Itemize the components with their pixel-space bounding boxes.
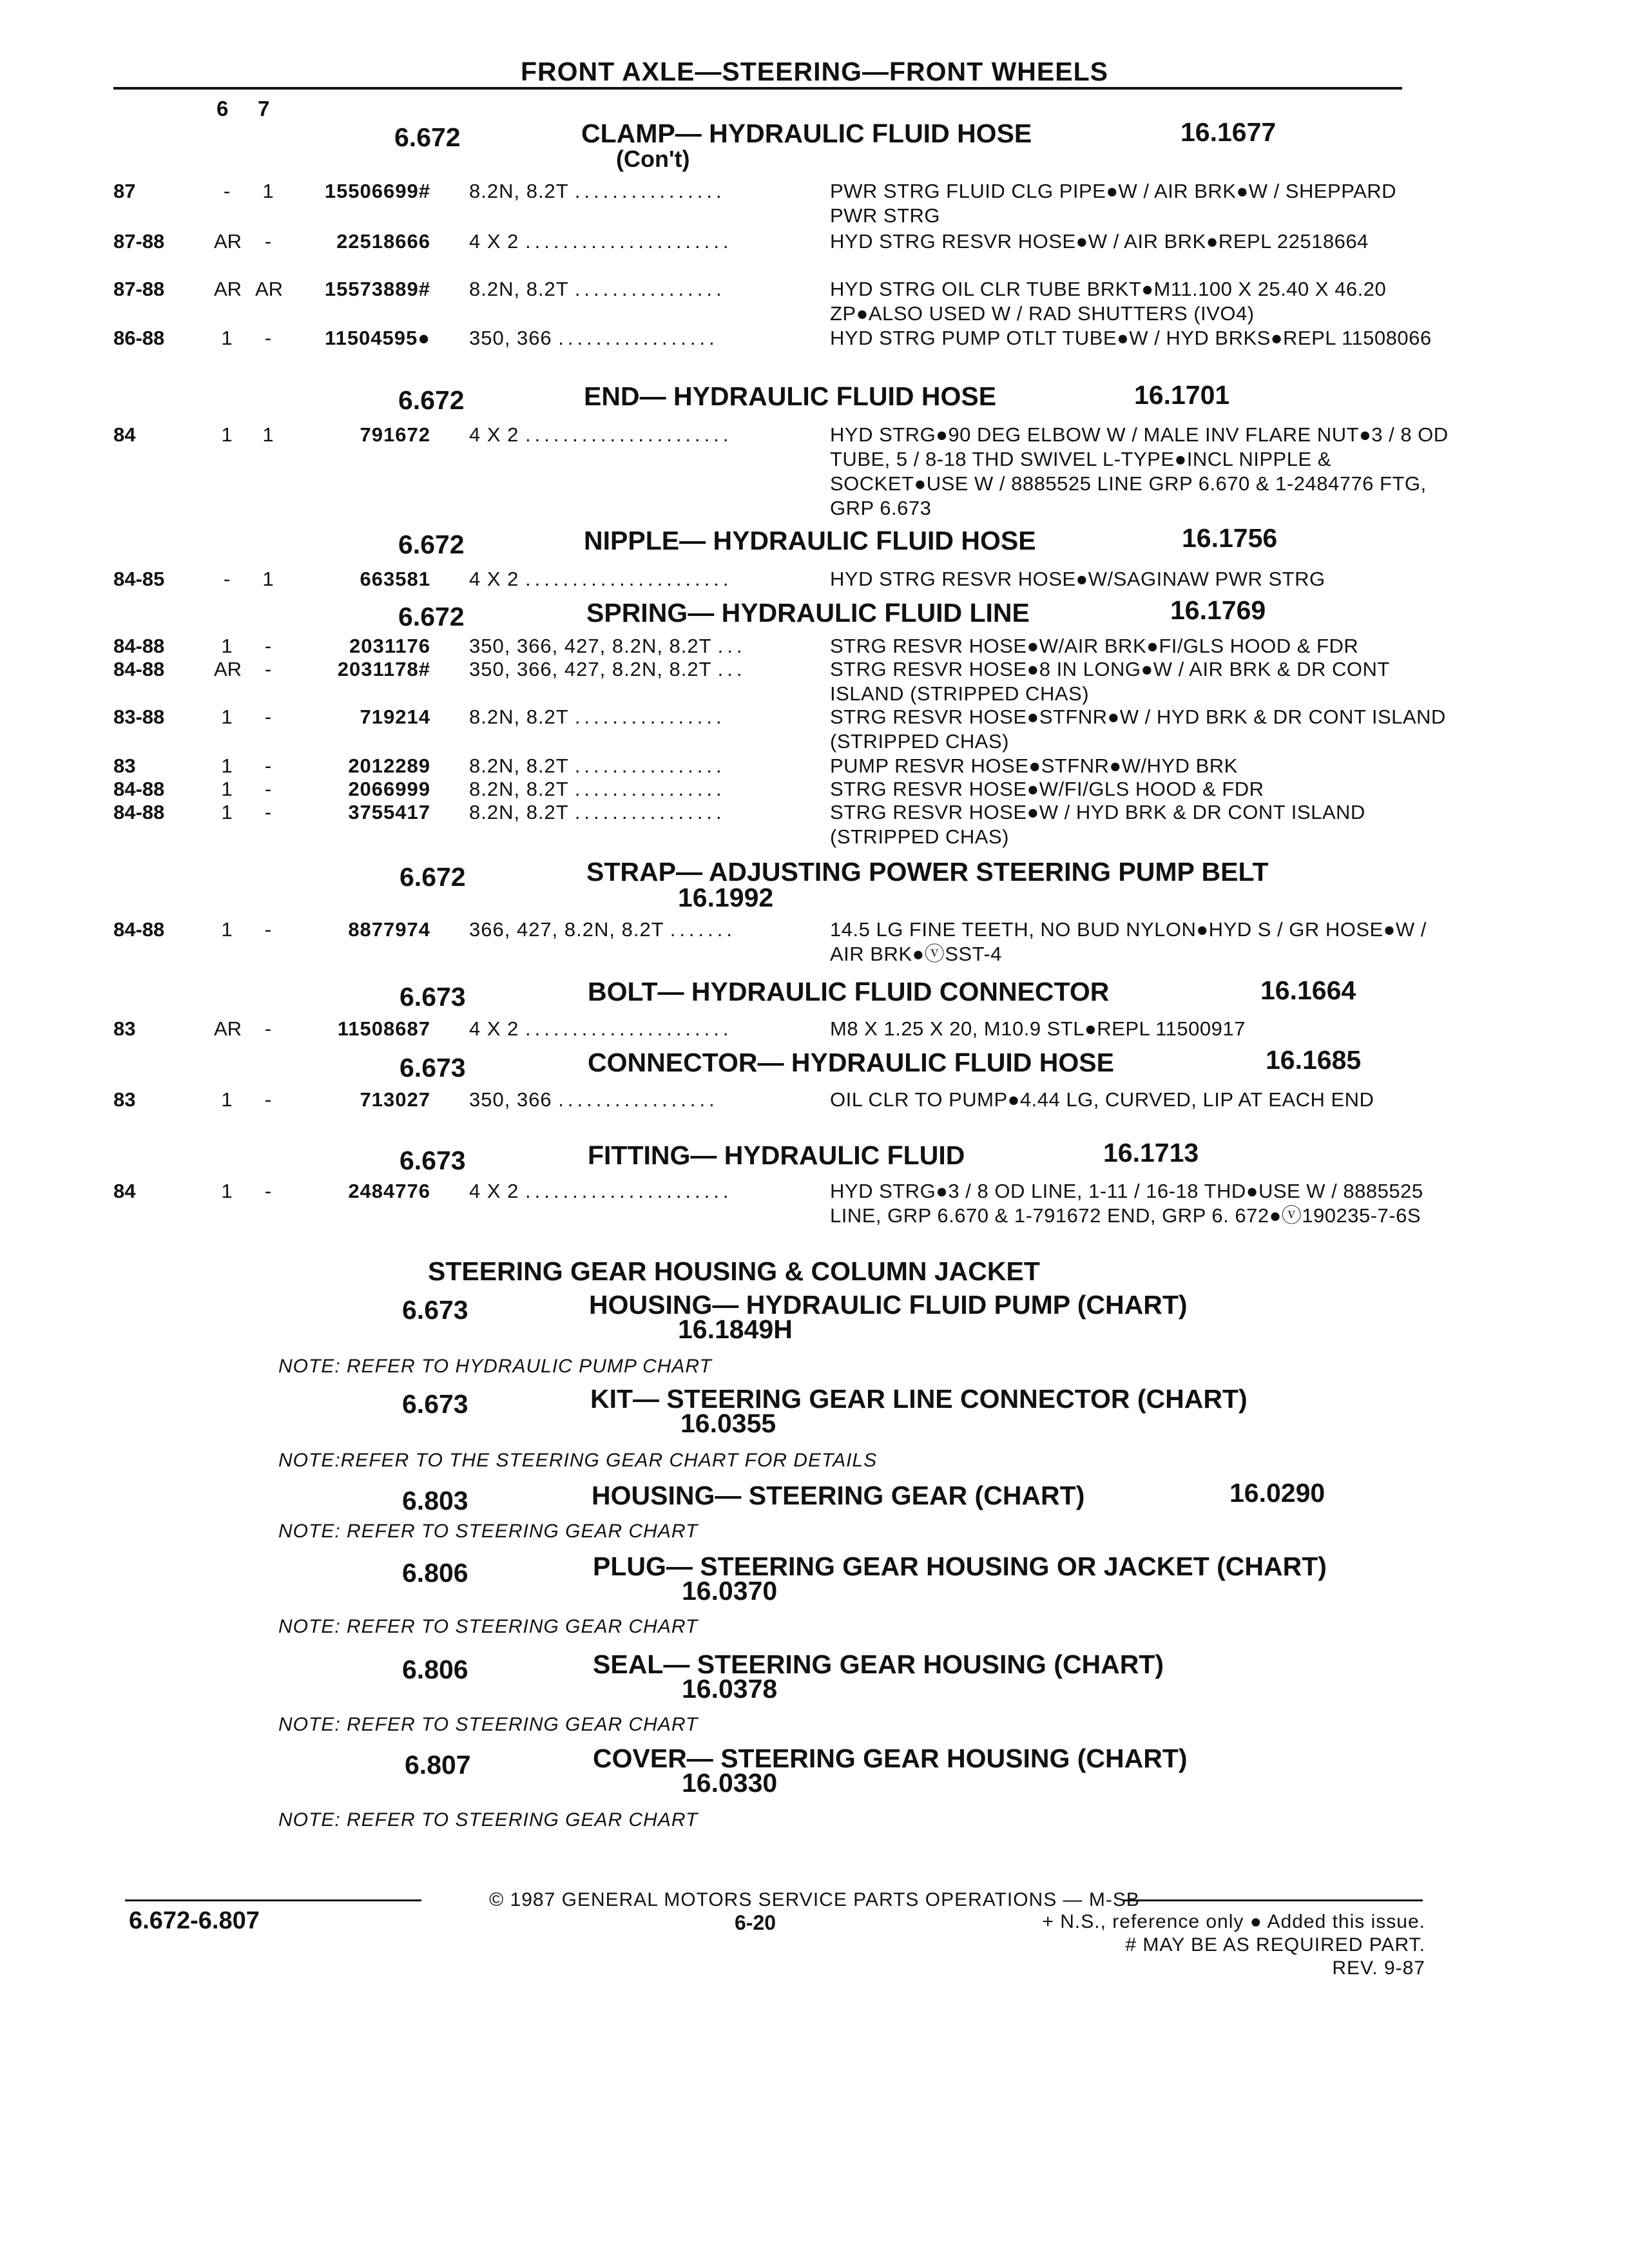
model-year: 84 [113, 423, 136, 446]
section-title: NIPPLE— HYDRAULIC FLUID HOSE [584, 526, 1036, 555]
part-number: 791672 [360, 423, 430, 446]
leader-dots: ................ [574, 778, 726, 800]
qty-col-6: - [223, 568, 231, 590]
note: NOTE: REFER TO HYDRAULIC PUMP CHART [278, 1356, 712, 1377]
leader-dots: ....... [670, 918, 736, 941]
note: NOTE: REFER TO STEERING GEAR CHART [278, 1521, 699, 1542]
section-code: 16.0370 [682, 1576, 778, 1606]
section-title: HOUSING— HYDRAULIC FLUID PUMP (CHART) [589, 1290, 1188, 1320]
section-title: END— HYDRAULIC FLUID HOSE [584, 381, 997, 411]
leader-dots: ................ [574, 706, 726, 728]
section-number: 6.672 [400, 862, 466, 892]
leader-dots: ...................... [525, 1017, 733, 1040]
qty-col-7: - [264, 658, 272, 680]
section-code: 16.0355 [680, 1408, 776, 1438]
section-number: 6.672 [398, 385, 465, 415]
qty-col-6: AR [214, 230, 242, 253]
qty-col-6: AR [214, 1017, 242, 1040]
leader-dots: ... [717, 635, 746, 657]
description: M8 X 1.25 X 20, M10.9 STL●REPL 11500917 [830, 1017, 1246, 1040]
section-number: 6.672 [394, 122, 461, 152]
page-number: 6-20 [735, 1911, 776, 1934]
application [469, 754, 803, 778]
model-year: 84-88 [113, 658, 165, 680]
qty-col-7: - [264, 918, 272, 941]
qty-col-6: 1 [221, 801, 233, 823]
description: HYD STRG RESVR HOSE●W / AIR BRK●REPL 22518664 [830, 230, 1369, 253]
leader-dots: ................ [574, 180, 726, 202]
qty-col-6: 1 [221, 918, 233, 941]
application-text: 8.2N, 8.2T [469, 801, 569, 823]
qty-col-6: 1 [221, 327, 233, 349]
part-number: 719214 [360, 706, 430, 728]
section-number: 6.673 [402, 1295, 468, 1325]
header-rule [113, 87, 1402, 90]
description: HYD STRG●90 DEG ELBOW W / MALE INV FLARE NUT●3 / 8 OD TUBE, 5 / 8-18 THD SWIVEL L-TYPE●INCL NIPPLE & SOCKET●USE W / 8885525 LINE GRP 6.670 & 1-2484776 FTG, GRP 6.673 [830, 423, 1449, 519]
section-code: 16.1769 [1170, 595, 1266, 625]
column-header-7: 7 [258, 97, 270, 120]
model-year: 84-85 [113, 568, 165, 590]
description: STRG RESVR HOSE●W / HYD BRK & DR CONT ISLAND (STRIPPED CHAS) [830, 801, 1365, 848]
leader-dots: ................ [574, 754, 726, 777]
description: PWR STRG FLUID CLG PIPE●W / AIR BRK●W / SHEPPARD PWR STRG [830, 180, 1397, 227]
model-year: 84-88 [113, 778, 165, 800]
leader-dots: ................ [574, 278, 726, 300]
section-title: COVER— STEERING GEAR HOUSING (CHART) [593, 1744, 1188, 1773]
part-number: 22518666 [336, 230, 430, 253]
part-number: 15506699# [324, 180, 430, 202]
model-year: 83 [113, 754, 136, 777]
application-text: 8.2N, 8.2T [469, 180, 569, 202]
section-code: 16.1992 [678, 883, 774, 912]
legend-as-required: # MAY BE AS REQUIRED PART. [1125, 1934, 1425, 1956]
page-range: 6.672-6.807 [129, 1907, 260, 1934]
qty-col-6: 1 [221, 423, 233, 446]
section-title: CONNECTOR— HYDRAULIC FLUID HOSE [588, 1048, 1114, 1077]
model-year: 84-88 [113, 918, 165, 941]
model-year: 84-88 [113, 635, 165, 657]
application [469, 918, 803, 942]
section-title: SEAL— STEERING GEAR HOUSING (CHART) [593, 1649, 1164, 1679]
description: OIL CLR TO PUMP●4.44 LG, CURVED, LIP AT EACH END [830, 1088, 1374, 1111]
part-number: 663581 [360, 568, 430, 590]
application [469, 657, 803, 682]
application-text: 366, 427, 8.2N, 8.2T [469, 918, 664, 941]
description: HYD STRG●3 / 8 OD LINE, 1-11 / 16-18 THD●USE W / 8885525 LINE, GRP 6.670 & 1-791672 END, GRP 6. 672●ⓥ190235-7-6S [830, 1180, 1423, 1227]
section-title: PLUG— STEERING GEAR HOUSING OR JACKET (CHART) [593, 1552, 1327, 1581]
application [469, 705, 803, 729]
part-number: 8877974 [348, 918, 430, 941]
application [469, 634, 803, 658]
section-code: 16.1713 [1103, 1138, 1199, 1168]
qty-col-7: - [264, 706, 272, 728]
qty-col-6: AR [214, 658, 242, 680]
description: STRG RESVR HOSE●8 IN LONG●W / AIR BRK & DR CONT ISLAND (STRIPPED CHAS) [830, 658, 1390, 705]
leader-dots: ... [717, 658, 746, 680]
description: STRG RESVR HOSE●STFNR●W / HYD BRK & DR CONT ISLAND (STRIPPED CHAS) [830, 706, 1446, 753]
note: NOTE:REFER TO THE STEERING GEAR CHART FOR DETAILS [278, 1450, 878, 1471]
description: HYD STRG RESVR HOSE●W/SAGINAW PWR STRG [830, 568, 1325, 590]
description: PUMP RESVR HOSE●STFNR●W/HYD BRK [830, 754, 1238, 777]
application [469, 1088, 803, 1112]
section-title: BOLT— HYDRAULIC FLUID CONNECTOR [588, 977, 1110, 1006]
section-number: 6.673 [402, 1389, 468, 1419]
leader-dots: ................. [558, 1088, 718, 1111]
application-text: 8.2N, 8.2T [469, 778, 569, 800]
model-year: 87-88 [113, 278, 165, 300]
application-text: 4 X 2 [469, 423, 519, 446]
qty-col-7: - [264, 1017, 272, 1040]
description: HYD STRG OIL CLR TUBE BRKT●M11.100 X 25.40 X 46.20 ZP●ALSO USED W / RAD SHUTTERS (IVO4) [830, 278, 1387, 325]
qty-col-7: - [264, 754, 272, 777]
leader-dots: ................. [558, 327, 718, 349]
application-text: 350, 366, 427, 8.2N, 8.2T [469, 658, 712, 680]
section-code: 16.0330 [682, 1768, 778, 1798]
section-code: 16.1756 [1182, 523, 1278, 553]
application-text: 350, 366, 427, 8.2N, 8.2T [469, 635, 712, 657]
model-year: 83-88 [113, 706, 165, 728]
model-year: 87-88 [113, 230, 165, 253]
application-text: 8.2N, 8.2T [469, 754, 569, 777]
section-number: 6.672 [398, 602, 465, 631]
application [469, 800, 803, 825]
section-title: KIT— STEERING GEAR LINE CONNECTOR (CHART) [590, 1384, 1248, 1414]
qty-col-6: - [223, 180, 231, 202]
section-number: 6.803 [402, 1486, 468, 1515]
section-continued: (Con't) [616, 146, 690, 172]
qty-col-7: AR [255, 278, 284, 300]
qty-col-6: AR [214, 278, 242, 300]
application [469, 229, 803, 254]
qty-col-6: 1 [221, 1180, 233, 1202]
model-year: 83 [113, 1088, 136, 1111]
copyright: © 1987 GENERAL MOTORS SERVICE PARTS OPERATIONS — M-SB [489, 1889, 1140, 1910]
section-code: 16.0290 [1229, 1478, 1325, 1508]
note: NOTE: REFER TO STEERING GEAR CHART [278, 1616, 699, 1637]
section-number: 6.673 [400, 982, 466, 1012]
description: STRG RESVR HOSE●W/AIR BRK●FI/GLS HOOD & FDR [830, 635, 1359, 657]
part-number: 2484776 [348, 1180, 430, 1202]
page-title: FRONT AXLE—STEERING—FRONT WHEELS [521, 57, 1108, 86]
application-text: 8.2N, 8.2T [469, 278, 569, 300]
part-number: 15573889# [324, 278, 430, 300]
application [469, 423, 803, 447]
qty-col-7: - [264, 230, 272, 253]
application [469, 777, 803, 802]
section-number: 6.672 [398, 530, 465, 559]
qty-col-6: 1 [221, 778, 233, 800]
application-text: 4 X 2 [469, 1017, 519, 1040]
section-title: CLAMP— HYDRAULIC FLUID HOSE [581, 119, 1032, 148]
model-year: 86-88 [113, 327, 165, 349]
application-text: 4 X 2 [469, 1180, 519, 1202]
part-number: 3755417 [348, 801, 430, 823]
qty-col-7: 1 [262, 180, 274, 202]
qty-col-7: - [264, 778, 272, 800]
application [469, 1017, 803, 1041]
column-header-6: 6 [217, 97, 229, 120]
section-number: 6.806 [402, 1558, 468, 1588]
qty-col-7: - [264, 327, 272, 349]
description: STRG RESVR HOSE●W/FI/GLS HOOD & FDR [830, 778, 1264, 800]
section-number: 6.673 [400, 1053, 466, 1082]
qty-col-6: 1 [221, 754, 233, 777]
leader-dots: ...................... [525, 230, 733, 253]
application [469, 567, 803, 591]
subsection-heading: STEERING GEAR HOUSING & COLUMN JACKET [428, 1256, 1040, 1286]
application-text: 4 X 2 [469, 568, 519, 590]
qty-col-7: - [264, 1088, 272, 1111]
model-year: 84-88 [113, 801, 165, 823]
section-code: 16.1701 [1134, 380, 1230, 410]
qty-col-6: 1 [221, 706, 233, 728]
leader-dots: ................ [574, 801, 726, 823]
application [469, 326, 803, 351]
legend-reference: + N.S., reference only ● Added this issue. [1042, 1911, 1425, 1932]
leader-dots: ...................... [525, 568, 733, 590]
qty-col-7: - [264, 801, 272, 823]
part-number: 11508687 [337, 1017, 430, 1040]
qty-col-6: 1 [221, 635, 233, 657]
qty-col-7: - [264, 635, 272, 657]
qty-col-7: 1 [262, 568, 274, 590]
description: 14.5 LG FINE TEETH, NO BUD NYLON●HYD S / GR HOSE●W / AIR BRK●ⓥSST-4 [830, 918, 1427, 965]
application-text: 4 X 2 [469, 230, 519, 253]
application [469, 1179, 803, 1204]
model-year: 83 [113, 1017, 136, 1040]
application [469, 179, 803, 204]
section-title: SPRING— HYDRAULIC FLUID LINE [586, 598, 1030, 628]
section-code: 16.1685 [1266, 1045, 1362, 1075]
section-number: 6.806 [402, 1655, 468, 1684]
section-title: HOUSING— STEERING GEAR (CHART) [592, 1481, 1085, 1510]
part-number: 2012289 [348, 754, 430, 777]
revision: REV. 9-87 [1332, 1957, 1425, 1979]
leader-dots: ...................... [525, 423, 733, 446]
section-code: 16.0378 [682, 1674, 778, 1704]
description: HYD STRG PUMP OTLT TUBE●W / HYD BRKS●REPL 11508066 [830, 327, 1432, 349]
note: NOTE: REFER TO STEERING GEAR CHART [278, 1714, 699, 1735]
section-code: 16.1677 [1181, 117, 1277, 147]
section-number: 6.807 [405, 1750, 471, 1780]
part-number: 2066999 [348, 778, 430, 800]
note: NOTE: REFER TO STEERING GEAR CHART [278, 1809, 699, 1831]
section-code: 16.1664 [1260, 975, 1356, 1005]
part-number: 2031178# [337, 658, 430, 680]
qty-col-7: - [264, 1180, 272, 1202]
section-code: 16.1849H [678, 1314, 793, 1344]
leader-dots: ...................... [525, 1180, 733, 1202]
part-number: 11504595● [325, 327, 430, 349]
part-number: 713027 [360, 1088, 430, 1111]
qty-col-7: 1 [262, 423, 274, 446]
section-title: STRAP— ADJUSTING POWER STEERING PUMP BELT [586, 857, 1269, 887]
model-year: 87 [113, 180, 136, 202]
qty-col-6: 1 [221, 1088, 233, 1111]
application [469, 277, 803, 302]
application-text: 350, 366 [469, 327, 552, 349]
application-text: 350, 366 [469, 1088, 552, 1111]
model-year: 84 [113, 1180, 136, 1202]
application-text: 8.2N, 8.2T [469, 706, 569, 728]
section-number: 6.673 [400, 1146, 466, 1175]
part-number: 2031176 [349, 635, 430, 657]
section-title: FITTING— HYDRAULIC FLUID [588, 1140, 965, 1170]
